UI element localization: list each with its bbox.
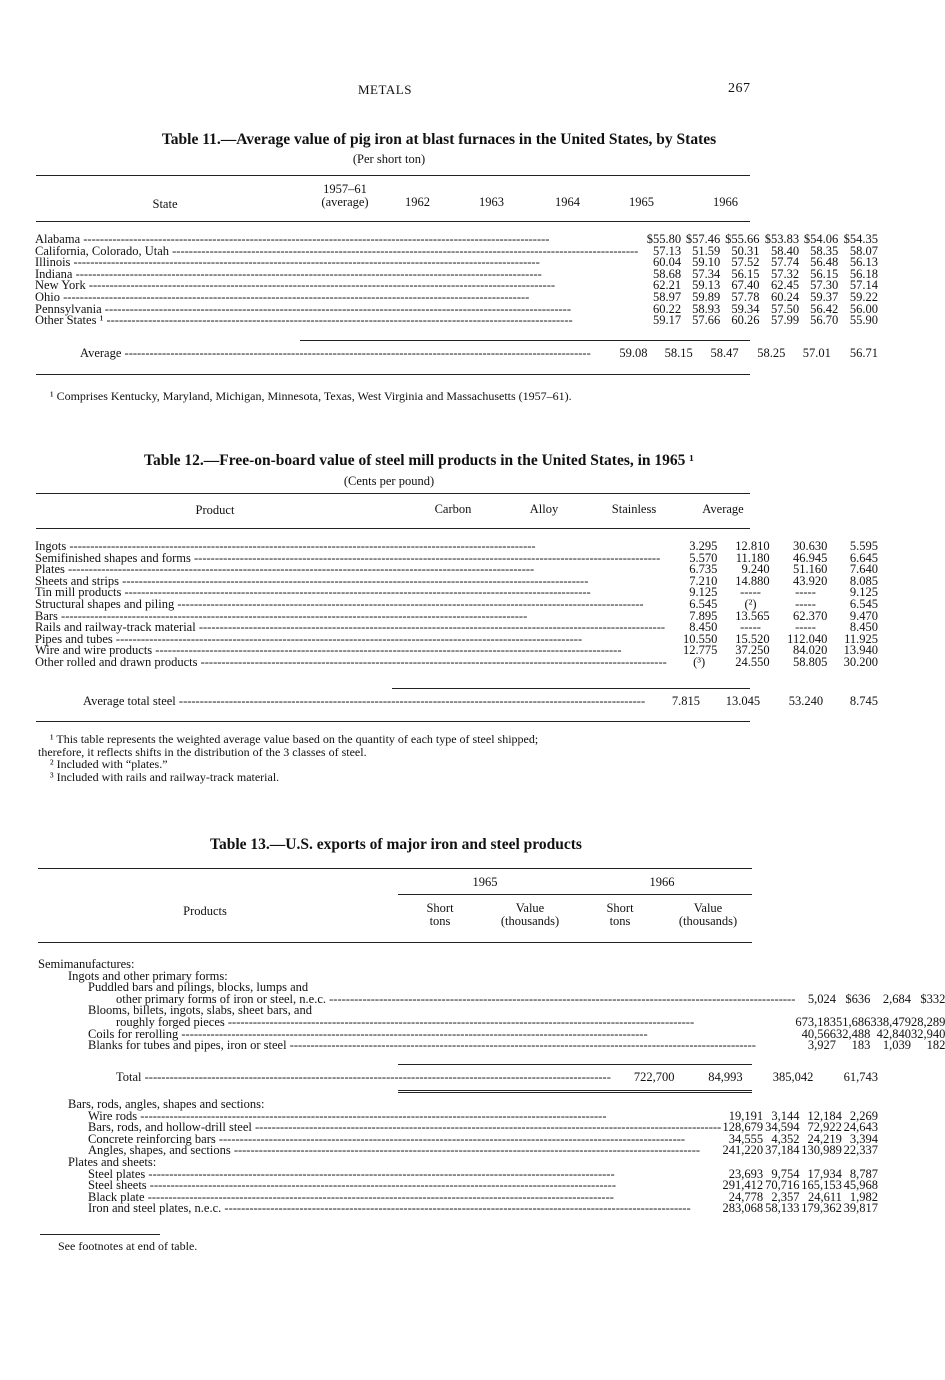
table12-value: 15.520 <box>735 631 770 646</box>
table12-value: (³) <box>693 654 706 669</box>
table11-value: 59.10 <box>692 255 721 270</box>
table12-value: 30.630 <box>792 539 828 553</box>
table12-row <box>35 657 878 669</box>
table13-value: 37,184 <box>765 1143 800 1158</box>
table13-value: 3,927 <box>807 1038 836 1053</box>
table12-col-carbon: Carbon <box>434 502 472 516</box>
table12-subtitle: (Cents per pound) <box>343 474 435 488</box>
table12-product-label: Ingots ----- <box>35 541 667 553</box>
table13-product-label: Semimanufactures: <box>38 957 135 971</box>
table12-footnote-3: ³ Included with rails and railway-track material. <box>50 769 280 784</box>
table13-body-2 <box>38 1099 878 1215</box>
table13-value: 32,488 <box>835 1026 871 1041</box>
table11-value: 56.48 <box>810 255 839 270</box>
table13-product-label: Blanks for tubes and pipes, iron or steel ----- <box>38 1040 795 1052</box>
table12-total <box>35 696 878 708</box>
table12-total-value: 7.815 <box>671 694 701 708</box>
table11-col-1964: 1964 <box>555 195 580 209</box>
table13-value: 1,039 <box>882 1038 911 1053</box>
table11-value: $54.06 <box>803 232 839 246</box>
table11-col-1963: 1963 <box>479 195 504 209</box>
table13-col-short-tons-1966: Short tons <box>606 901 634 928</box>
table13-value: 22,337 <box>843 1143 878 1158</box>
table13-product-label: Plates and sheets: <box>68 1154 157 1169</box>
table13-value: 42,840 <box>876 1026 911 1041</box>
table12-value: 58.805 <box>792 654 828 669</box>
table11-value: 50.31 <box>731 243 760 258</box>
table13-value <box>795 971 836 983</box>
table11-value: 58.07 <box>849 243 878 258</box>
table13-total-row <box>38 1072 878 1084</box>
table12-header-rule <box>36 528 750 529</box>
table13-product-label: Steel sheets ----- <box>38 1180 721 1192</box>
table12-product-label: Wire and wire products ----- <box>35 645 667 657</box>
table11-value: 57.30 <box>810 278 839 293</box>
table12-title: Table 12.—Free-on-board value of steel mill products in the United States, in 1965 ¹ <box>144 452 694 469</box>
table12-value: 46.945 <box>792 550 828 565</box>
table13-double-rule <box>398 1090 752 1093</box>
table11-value: $54.35 <box>843 232 878 246</box>
table13-sum-rule <box>398 1064 752 1065</box>
table13-value <box>911 971 945 983</box>
table11-value: $53.83 <box>764 232 800 246</box>
table12-col-stainless: Stainless <box>611 502 657 516</box>
table11-value: 51.59 <box>692 243 721 258</box>
table11-col-state: State <box>152 197 178 211</box>
table11-value: 59.22 <box>849 289 878 304</box>
table13-value: 72,922 <box>807 1120 842 1135</box>
table11-col-1962: 1962 <box>405 195 430 209</box>
table13-value: 5,024 <box>807 991 836 1006</box>
table12-value: 8.450 <box>689 620 718 635</box>
table12-value: 7.895 <box>689 608 718 623</box>
table13-value <box>795 959 836 971</box>
table12-value: 12.775 <box>683 643 718 658</box>
table11-state-label: New York ----- <box>35 280 638 292</box>
table12-footnotes <box>38 733 538 783</box>
table13-top-rule <box>38 868 752 869</box>
table13-value: 45,968 <box>843 1178 878 1193</box>
table13-value: 183 <box>851 1038 871 1053</box>
table11-state-label: California, Colorado, Utah ----- <box>35 246 638 258</box>
table12-value: 13.940 <box>843 643 878 658</box>
table12-product-label: Sheets and strips ----- <box>35 576 667 588</box>
table12-value: ----- <box>740 620 761 635</box>
table11-average-value: 58.47 <box>710 346 739 360</box>
table11-subtitle: (Per short ton) <box>352 152 426 166</box>
table11-value: 57.14 <box>849 278 878 293</box>
table13-footnote: See footnotes at end of table. <box>58 1239 198 1253</box>
table12-value: 9.125 <box>689 585 718 600</box>
table13-value <box>911 959 945 971</box>
table12-footnote-1: ¹ This table represents the weighted average value based on the quantity of each type of steel shipped; <box>50 732 539 746</box>
table13-product-label: Puddled bars and pilings, blocks, lumps and <box>88 980 309 995</box>
table13-value: 32,940 <box>910 1026 945 1041</box>
table11-col-1966: 1966 <box>713 195 738 209</box>
table11-average-label: Average ----- <box>35 348 591 360</box>
table13-footnote-rule <box>40 1234 160 1235</box>
table11-value: 58.35 <box>810 243 839 258</box>
table12-value: 13.565 <box>735 608 770 623</box>
table11-value: $55.80 <box>646 232 682 246</box>
table12-product-label: Tin mill products ----- <box>35 587 667 599</box>
table13-value <box>870 971 911 983</box>
table12-value: 84.020 <box>792 643 828 658</box>
table12-value: 12.810 <box>735 539 770 553</box>
table13-value: 40,566 <box>801 1026 836 1041</box>
table11-title: Table 11.—Average value of pig iron at blast furnaces in the United States, by States <box>161 131 717 148</box>
table13-value: 3,394 <box>849 1131 878 1146</box>
table13-product-label: other primary forms of iron or steel, n.e.c. ----- <box>38 994 795 1006</box>
table13-product-label: Iron and steel plates, n.e.c. ----- <box>38 1203 721 1215</box>
table11-state-label: Pennsylvania ----- <box>35 304 638 316</box>
table11-average-value: 58.25 <box>757 346 786 360</box>
table11-average-value: 56.71 <box>849 346 878 360</box>
table12-total-value: 13.045 <box>725 694 761 708</box>
table12-value: 5.595 <box>849 539 878 553</box>
table11-header-rule <box>36 221 750 222</box>
table11-value: 57.99 <box>770 313 800 328</box>
table11-value: 57.32 <box>770 266 800 281</box>
table11-value: 62.45 <box>770 278 800 293</box>
table13-value: 24,219 <box>807 1131 842 1146</box>
table12-total-label: Average total steel ----- <box>35 696 645 708</box>
table13-value: 241,220 <box>722 1143 764 1158</box>
table11-state-label: Other States ¹ ----- <box>35 315 638 327</box>
table13-product-label: Blooms, billets, ingots, slabs, sheet bars, and <box>88 1003 312 1018</box>
table12-footnote-2: ² Included with “plates.” <box>50 757 168 771</box>
table12-value: 7.210 <box>689 573 718 588</box>
table12-product-label: Semifinished shapes and forms ----- <box>35 553 667 565</box>
table13-total-value: 84,993 <box>708 1070 743 1084</box>
table11-value: 57.52 <box>731 255 760 270</box>
table12-value: 6.545 <box>689 596 718 611</box>
table11-value: 55.90 <box>849 313 878 328</box>
table13-value: 28,289 <box>910 1014 945 1029</box>
table13-value: 51,686 <box>835 1014 871 1029</box>
table11-value: 57.13 <box>653 243 682 258</box>
table12-top-rule <box>36 493 750 494</box>
table11-value: 58.40 <box>770 243 800 258</box>
table13-product-label: Steel plates ----- <box>38 1169 721 1181</box>
table12-value: 43.920 <box>792 573 828 588</box>
table13-value: 12,184 <box>807 1108 842 1123</box>
table13-body <box>38 959 945 1052</box>
table13-title: Table 13.—U.S. exports of major iron and steel products <box>210 836 582 853</box>
table13-value: 165,153 <box>801 1178 842 1193</box>
table12-product-label: Plates ----- <box>35 564 667 576</box>
table12-value: 14.880 <box>735 573 770 588</box>
table11-row <box>35 315 878 327</box>
running-header: METALS <box>358 82 412 97</box>
table11-value: $57.46 <box>685 232 721 246</box>
table11-col-1965: 1965 <box>629 195 654 209</box>
table13-value: 130,989 <box>801 1143 842 1158</box>
table11-value: 59.13 <box>692 278 721 293</box>
table13-value: 182 <box>926 1038 945 1053</box>
table12-value: ----- <box>795 620 816 635</box>
table13-value: 24,778 <box>728 1189 764 1204</box>
table11-value: 60.04 <box>653 255 682 270</box>
table13-value: 128,679 <box>722 1120 764 1135</box>
table12-value: 62.370 <box>792 608 828 623</box>
table11-value: 59.37 <box>810 289 839 304</box>
table12-total-value: 53.240 <box>788 694 824 708</box>
table12-product-label: Pipes and tubes ----- <box>35 634 667 646</box>
table12-value: 8.085 <box>849 573 878 588</box>
table11-value: 56.42 <box>810 301 839 316</box>
table11-average <box>35 348 878 360</box>
table13-value: 34,555 <box>728 1131 764 1146</box>
table13-total-value: 722,700 <box>633 1070 675 1084</box>
table13-value: 24,611 <box>807 1189 842 1204</box>
table11-average-value: 59.08 <box>619 346 648 360</box>
page-number: 267 <box>728 81 751 96</box>
table11-value: 62.21 <box>653 278 682 293</box>
table12-product-label: Rails and railway-track material ----- <box>35 622 667 634</box>
table13-value: 19,191 <box>728 1108 764 1123</box>
table11-value: 60.26 <box>731 313 760 328</box>
table12-value: 10.550 <box>683 631 718 646</box>
table11-average-value: 57.01 <box>802 346 831 360</box>
table13-value: 39,817 <box>843 1201 878 1216</box>
table12-value: 11.180 <box>735 550 770 565</box>
table13-value: $332 <box>920 991 945 1006</box>
table12-col-product: Product <box>195 503 235 517</box>
table13-total-value: 61,743 <box>843 1070 878 1084</box>
table11-value: 56.15 <box>731 266 760 281</box>
table11-value: 56.70 <box>810 313 839 328</box>
table13-value: 3,144 <box>771 1108 800 1123</box>
table13-product-label: Ingots and other primary forms: <box>68 968 228 983</box>
table13-value <box>870 959 911 971</box>
table11-value: 60.24 <box>770 289 800 304</box>
table12-value: 112.040 <box>787 631 828 646</box>
table13-value: 34,594 <box>765 1120 800 1135</box>
table12-bottom-rule <box>36 721 750 722</box>
table11-value: 59.17 <box>653 313 682 328</box>
table11-state-label: Ohio ----- <box>35 292 638 304</box>
table11-value: 58.93 <box>692 301 721 316</box>
table11-footnote: ¹ Comprises Kentucky, Maryland, Michigan, Minnesota, Texas, West Virginia and Massachusetts (1957–61). <box>50 389 572 403</box>
table11-value: 56.13 <box>849 255 878 270</box>
table13-col-1966: 1966 <box>649 875 675 889</box>
table12-value: 9.240 <box>741 562 770 577</box>
table12-value: ----- <box>795 585 816 600</box>
table12-value: 24.550 <box>735 654 770 669</box>
table12-value: 11.925 <box>844 631 878 646</box>
table11-state-label: Alabama ----- <box>35 234 638 246</box>
table13-total-value: 385,042 <box>772 1070 814 1084</box>
table11-body <box>35 234 878 327</box>
table12-value: 6.645 <box>849 550 878 565</box>
table12-value: 9.470 <box>849 608 878 623</box>
table12-value: 5.570 <box>689 550 718 565</box>
table12-total-value: 8.745 <box>849 694 878 708</box>
table13-value: 1,982 <box>849 1189 878 1204</box>
table13-product-label: Concrete reinforcing bars ----- <box>38 1134 721 1146</box>
table13-value: 17,934 <box>807 1166 842 1181</box>
table13-value: 179,362 <box>801 1201 842 1216</box>
table13-value: 70,716 <box>765 1178 800 1193</box>
table11-state-label: Illinois ----- <box>35 257 638 269</box>
table12-col-average: Average <box>702 502 744 516</box>
table13-product-label: Coils for rerolling ----- <box>38 1029 795 1041</box>
table13-product-label: Wire rods ----- <box>38 1111 721 1123</box>
table11-value: $55.66 <box>725 232 760 246</box>
table13-product-label: Bars, rods, and hollow-drill steel ----- <box>38 1122 721 1134</box>
table13-product-label: Black plate ----- <box>38 1192 721 1204</box>
table13-value: 24,643 <box>843 1120 878 1135</box>
table12-value: ----- <box>795 596 816 611</box>
table12-value: ----- <box>740 585 761 600</box>
table11-value: 67.40 <box>731 278 760 293</box>
table13-value: 283,068 <box>722 1201 764 1216</box>
table11-average-row <box>35 348 878 360</box>
table12-value: 3.295 <box>689 539 718 553</box>
table11-value: 58.97 <box>653 289 682 304</box>
table11-value: 57.66 <box>692 313 721 328</box>
table13-value: 2,357 <box>771 1189 800 1204</box>
table11-value: 59.89 <box>692 289 721 304</box>
table11-value: 60.22 <box>653 301 682 316</box>
table12-product-label: Other rolled and drawn products ----- <box>35 657 667 669</box>
table13-value: 4,352 <box>771 1131 800 1146</box>
table13-col-value-1966: Value (thousands) <box>678 901 738 928</box>
table11-value: 58.68 <box>653 266 682 281</box>
table13-product-label: roughly forged pieces ----- <box>38 1017 795 1029</box>
table13-col-1965: 1965 <box>472 875 498 889</box>
table11-value: 56.15 <box>810 266 839 281</box>
table13-value: 2,684 <box>882 991 911 1006</box>
table12-value: 9.125 <box>849 585 878 600</box>
table11-state-label: Indiana ----- <box>35 269 638 281</box>
table12-footnote-1b: therefore, it reflects shifts in the distribution of the 3 classes of steel. <box>38 744 367 759</box>
table12-value: 51.160 <box>792 562 828 577</box>
table12-value: 6.545 <box>849 596 878 611</box>
table12-col-alloy: Alloy <box>529 502 559 516</box>
table11-value: 57.74 <box>770 255 800 270</box>
table12-value: 30.200 <box>843 654 878 669</box>
table11-value: 57.78 <box>731 289 760 304</box>
table12-sum-rule <box>392 688 750 689</box>
table13-col-short-tons-1965: Short tons <box>426 901 454 928</box>
table11-value: 59.34 <box>731 301 760 316</box>
table11-sum-rule <box>300 340 750 341</box>
table13-value: 8,787 <box>849 1166 878 1181</box>
table11-bottom-rule <box>36 374 750 375</box>
table13-value: 23,693 <box>728 1166 764 1181</box>
table13-product-label: Bars, rods, angles, shapes and sections: <box>68 1097 265 1111</box>
table13-col-value-1965: Value (thousands) <box>500 901 560 928</box>
table12-value: 37.250 <box>735 643 770 658</box>
table13-header-rule <box>38 942 752 943</box>
table12-total-row <box>35 696 878 708</box>
table13-value: $636 <box>845 991 871 1006</box>
table13-value: 9,754 <box>771 1166 800 1181</box>
table13-value: 58,133 <box>765 1201 800 1216</box>
table11-value: 57.50 <box>770 301 800 316</box>
table12-product-label: Bars ----- <box>35 611 667 623</box>
table12-value: (²) <box>744 596 757 611</box>
table13-col-products: Products <box>183 904 227 918</box>
table11-value: 57.34 <box>692 266 721 281</box>
table13-value: 338,479 <box>870 1014 911 1029</box>
table13-row <box>38 1145 878 1157</box>
table11-col-1957: 1957–61 (average) <box>321 182 369 209</box>
table11-average-value: 58.15 <box>664 346 693 360</box>
table11-value: 56.18 <box>849 266 878 281</box>
table12-product-label: Structural shapes and piling ----- <box>35 599 667 611</box>
table13-value: 673,183 <box>795 1014 836 1029</box>
table12-value: 7.640 <box>849 562 878 577</box>
table13-product-label: Angles, shapes, and sections ----- <box>38 1145 721 1157</box>
table13-value <box>836 959 870 971</box>
table12-value: 8.450 <box>849 620 878 635</box>
table13-total <box>38 1072 878 1084</box>
table12-value: 6.735 <box>689 562 718 577</box>
table13-year-rule <box>398 894 752 895</box>
table13-value: 291,412 <box>722 1178 764 1193</box>
table13-value: 2,269 <box>849 1108 878 1123</box>
table11-top-rule <box>36 175 750 176</box>
table12-body <box>35 541 878 669</box>
table13-row <box>38 1203 878 1215</box>
table11-value: 56.00 <box>849 301 878 316</box>
table13-row <box>38 1040 945 1052</box>
table13-value <box>836 971 870 983</box>
table13-total-label: Total ----- <box>38 1072 611 1084</box>
